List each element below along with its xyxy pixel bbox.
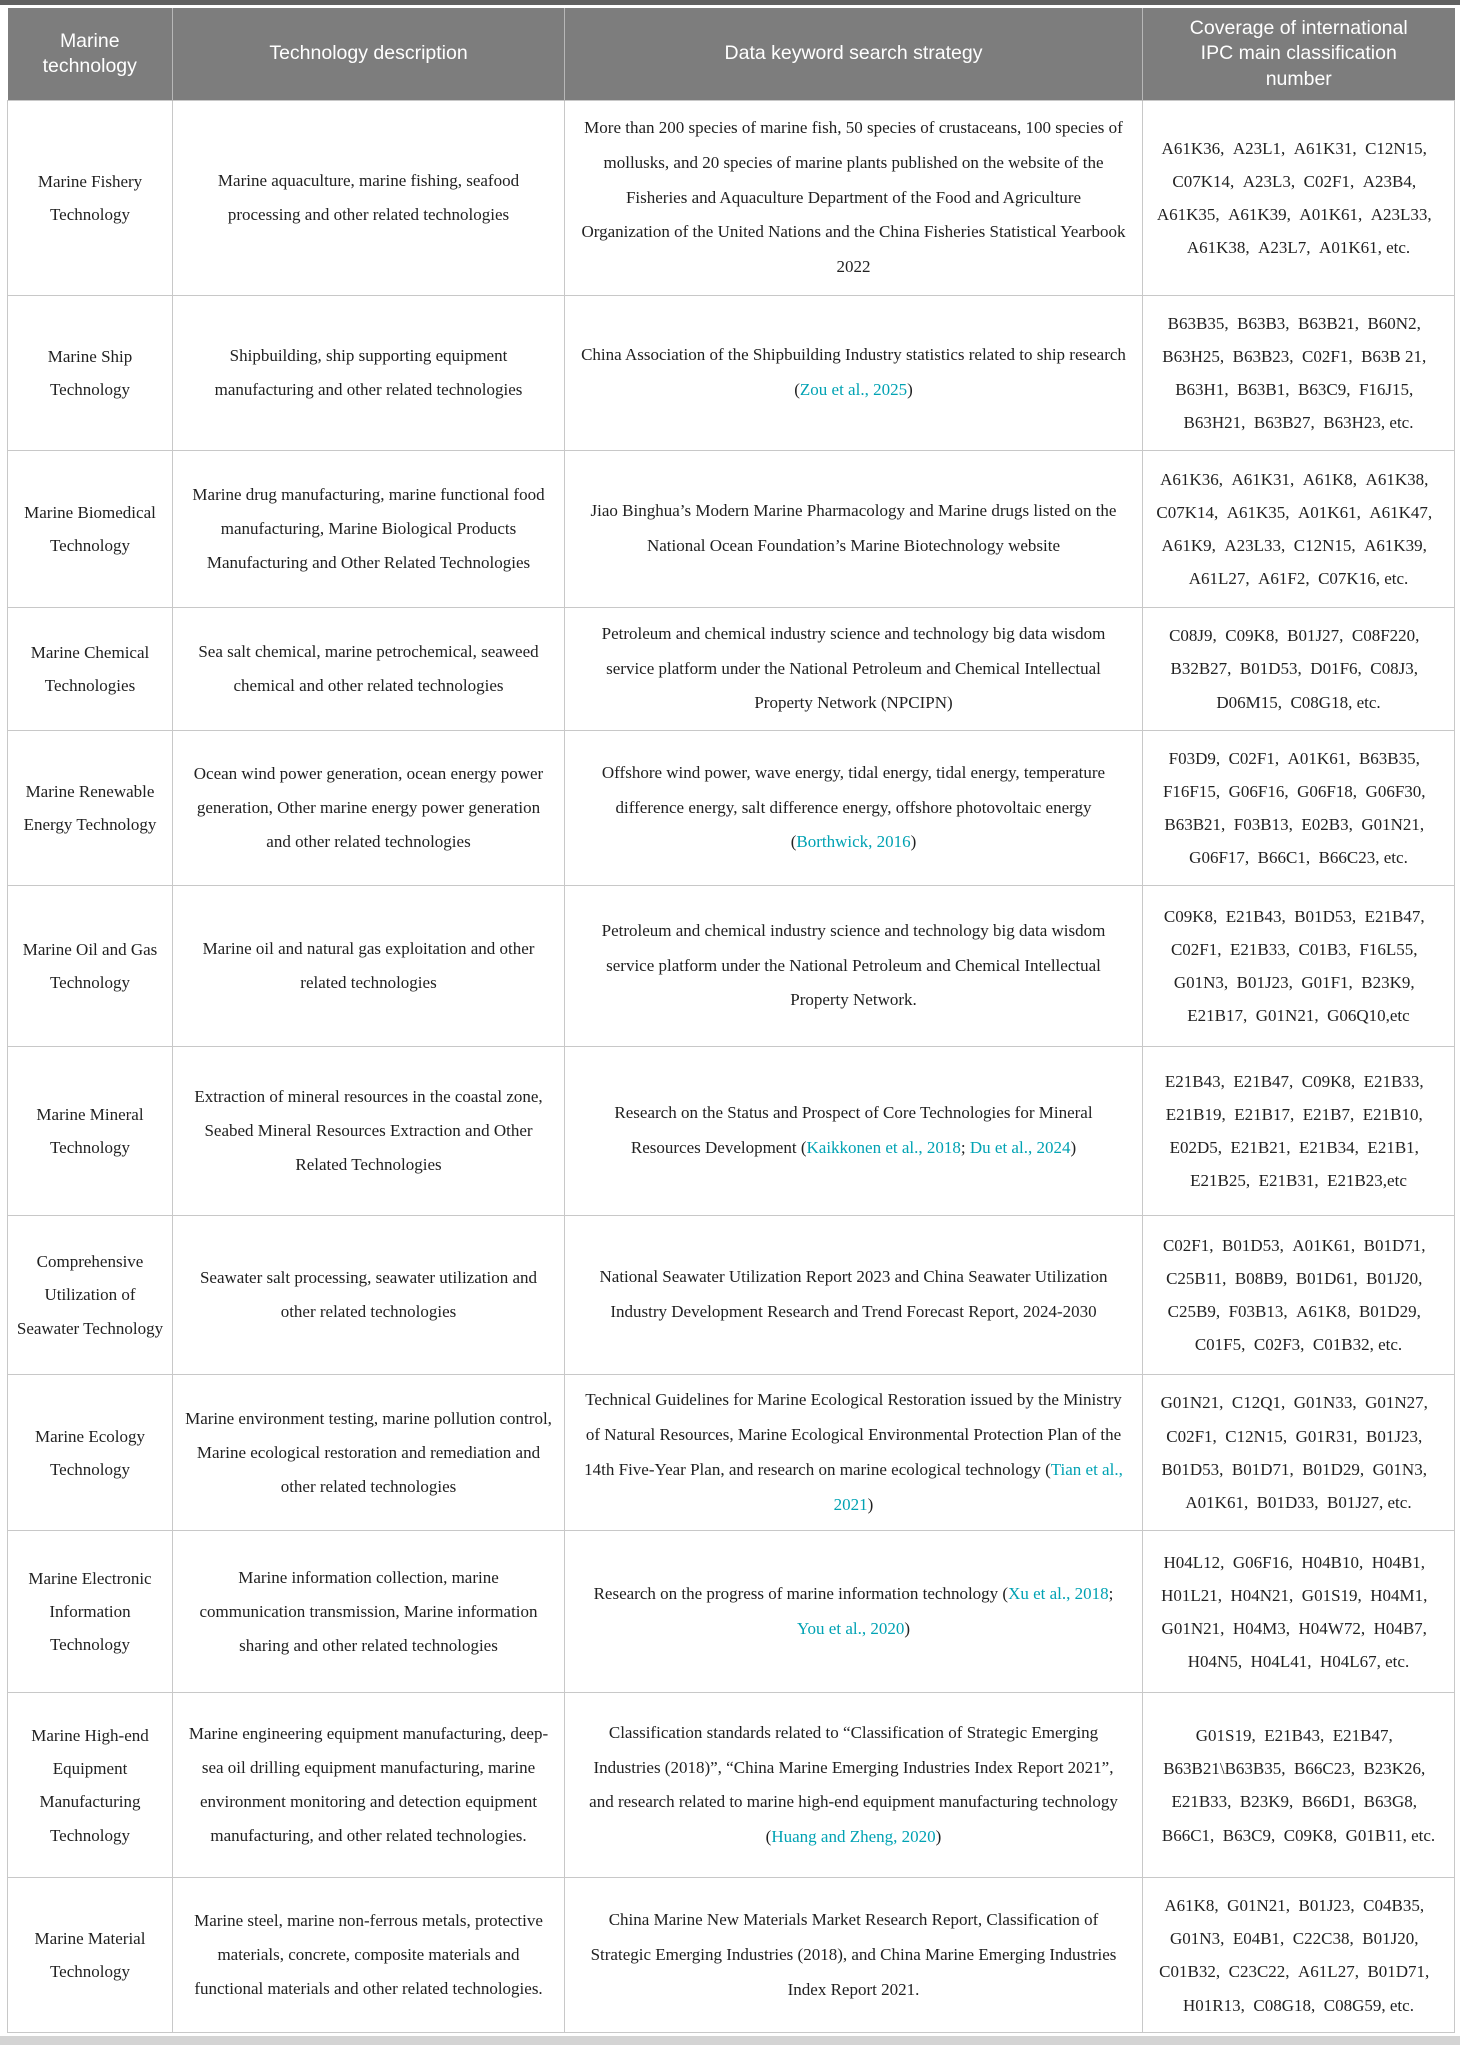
technology-name-cell: Marine Ship Technology [8,296,173,451]
strategy-text: Technical Guidelines for Marine Ecological Restoration issued by the Ministry of Natural Resources, Marine Ecological Environmental Protection Plan of the 14th Five-Year Plan, and research on marine ecological technology ( [584,1390,1122,1479]
search-strategy-cell [565,1047,1143,1216]
technology-name-cell: Marine Fishery Technology [8,101,173,296]
technology-name-cell: Comprehensive Utilization of Seawater Technology [8,1216,173,1375]
ipc-codes-cell: C02F1, B01D53, A01K61, B01D71, C25B11, B08B9, B01D61, B01J20, C25B9, F03B13, A61K8, B01D29, C01F5, C02F3, C01B32, etc. [1143,1216,1455,1375]
technology-description-cell: Marine oil and natural gas exploitation and other related technologies [173,886,565,1047]
table-row [8,886,1455,1047]
table-row [8,1375,1455,1531]
ipc-codes-cell: H04L12, G06F16, H04B10, H04B1, H01L21, H04N21, G01S19, H04M1, G01N21, H04M3, H04W72, H04B7, H04N5, H04L41, H04L67, etc. [1143,1531,1455,1693]
search-strategy-cell [565,101,1143,296]
table-row [8,731,1455,886]
search-strategy-cell [565,1878,1143,2033]
table-row [8,451,1455,608]
ipc-classification-table [7,8,1455,2033]
technology-description-cell: Ocean wind power generation, ocean energy power generation, Other marine energy power generation and other related technologies [173,731,565,886]
citation-link[interactable]: Huang and Zheng, 2020 [771,1827,936,1847]
page-top-border [0,0,1460,5]
strategy-text: Offshore wind power, wave energy, tidal energy, tidal energy, temperature difference energy, salt difference energy, offshore photovoltaic energy ( [601,762,1106,852]
technology-name-cell: Marine Renewable Energy Technology [8,731,173,886]
ipc-codes-cell: A61K8, G01N21, B01J23, C04B35, G01N3, E04B1, C22C38, B01J20, C01B32, C23C22, A61L27, B01D71, H01R13, C08G18, C08G59, etc. [1143,1878,1455,2033]
strategy-text: Petroleum and chemical industry science and technology big data wisdom service platform under the National Petroleum and Chemical Intellectual Property Network (NPCIPN) [601,623,1106,713]
strategy-text: Research on the progress of marine information technology ( [593,1584,1009,1604]
ipc-codes-cell: G01N21, C12Q1, G01N33, G01N27, C02F1, C12N15, G01R31, B01J23, B01D53, B01D71, B01D29, G01N3, A01K61, B01D33, B01J27, etc. [1143,1375,1455,1531]
strategy-text: Jiao Binghua’s Modern Marine Pharmacology and Marine drugs listed on the National Ocean Foundation’s Marine Biotechnology website [590,501,1117,555]
strategy-text: Petroleum and chemical industry science and technology big data wisdom service platform under the National Petroleum and Chemical Intellectual Property Network. [601,920,1106,1010]
ipc-codes-cell: A61K36, A23L1, A61K31, C12N15, C07K14, A23L3, C02F1, A23B4, A61K35, A61K39, A01K61, A23L33, A61K38, A23L7, A01K61, etc. [1143,101,1455,296]
search-strategy-cell [565,451,1143,608]
strategy-text: China Association of the Shipbuilding Industry statistics related to ship research ( [581,345,1126,399]
technology-name-cell: Marine Material Technology [8,1878,173,2033]
table-body [8,101,1455,2033]
header-row [8,8,1455,101]
column-header-marine-technology: Marine technology [8,8,173,101]
technology-description-cell: Extraction of mineral resources in the coastal zone, Seabed Mineral Resources Extraction and Other Related Technologies [173,1047,565,1216]
strategy-text: ) [904,1618,911,1638]
search-strategy-cell [565,296,1143,451]
column-header-technology-description: Technology description [173,8,565,101]
strategy-text: ) [867,1494,874,1514]
search-strategy-cell [565,1216,1143,1375]
citation-link[interactable]: Zou et al., 2025 [799,380,908,399]
strategy-text: Research on the Status and Prospect of Core Technologies for Mineral Resources Development ( [614,1103,1093,1157]
search-strategy-cell [565,886,1143,1047]
table-container [7,8,1460,2033]
technology-name-cell: Marine Ecology Technology [8,1375,173,1531]
citation-link[interactable]: You et al., 2020 [796,1618,905,1638]
technology-name-cell: Marine Chemical Technologies [8,608,173,731]
citation-link[interactable]: Tian et al., 2021 [833,1459,1123,1514]
table-row [8,1878,1455,2033]
strategy-text: Classification standards related to “Classification of Strategic Emerging Industries (2018)”, “China Marine Emerging Industries Index Report 2021”, and research related to marine high-end equipment manufacturing technology ( [589,1722,1118,1847]
column-header-ipc-coverage [1143,8,1455,101]
search-strategy-cell [565,608,1143,731]
technology-name-cell: Marine High-end Equipment Manufacturing Technology [8,1693,173,1878]
technology-name-cell: Marine Oil and Gas Technology [8,886,173,1047]
table-row [8,608,1455,731]
technology-description-cell: Marine environment testing, marine pollution control, Marine ecological restoration and remediation and other related technologies [173,1375,565,1531]
technology-name-cell: Marine Electronic Information Technology [8,1531,173,1693]
strategy-text: More than 200 species of marine fish, 50 species of crustaceans, 100 species of mollusks, and 20 species of marine plants published on the website of the Fisheries and Aquaculture Department of the Food and Agriculture Organization of the United Nations and the China Fisheries Statistical Yearbook 2022 [581,117,1126,277]
column-header-ipc-coverage-label: Coverage of international IPC main classification number [1189,16,1408,90]
technology-description-cell: Marine steel, marine non-ferrous metals, protective materials, concrete, composite materials and functional materials and other related technologies. [173,1878,565,2033]
ipc-codes-cell: A61K36, A61K31, A61K8, A61K38, C07K14, A61K35, A01K61, A61K47, A61K9, A23L33, C12N15, A61K39, A61L27, A61F2, C07K16, etc. [1143,451,1455,608]
citation-link[interactable]: Borthwick, 2016 [796,832,911,852]
strategy-text: ; [1108,1584,1114,1604]
ipc-codes-cell: F03D9, C02F1, A01K61, B63B35, F16F15, G06F16, G06F18, G06F30, B63B21, F03B13, E02B3, G01N21, G06F17, B66C1, B66C23, etc. [1143,731,1455,886]
ipc-codes-cell: E21B43, E21B47, C09K8, E21B33, E21B19, E21B17, E21B7, E21B10, E02D5, E21B21, E21B34, E21B1, E21B25, E21B31, E21B23,etc [1143,1047,1455,1216]
search-strategy-cell [565,1375,1143,1531]
search-strategy-cell [565,731,1143,886]
strategy-text: ) [1070,1138,1077,1157]
strategy-text: National Seawater Utilization Report 2023 and China Seawater Utilization Industry Development Research and Trend Forecast Report, 2024-2030 [599,1267,1108,1321]
search-strategy-cell [565,1693,1143,1878]
technology-description-cell: Marine information collection, marine communication transmission, Marine information sharing and other related technologies [173,1531,565,1693]
strategy-text: ; [960,1138,970,1157]
strategy-text: ) [907,380,913,399]
technology-description-cell: Marine drug manufacturing, marine functional food manufacturing, Marine Biological Products Manufacturing and Other Related Technologies [173,451,565,608]
table-header [8,8,1455,101]
citation-link[interactable]: Xu et al., 2018 [1008,1584,1109,1604]
search-strategy-cell [565,1531,1143,1693]
column-header-search-strategy: Data keyword search strategy [565,8,1143,101]
ipc-codes-cell: B63B35, B63B3, B63B21, B60N2, B63H25, B63B23, C02F1, B63B 21, B63H1, B63B1, B63C9, F16J15, B63H21, B63B27, B63H23, etc. [1143,296,1455,451]
table-row [8,1216,1455,1375]
technology-description-cell: Seawater salt processing, seawater utilization and other related technologies [173,1216,565,1375]
technology-description-cell: Marine aquaculture, marine fishing, seafood processing and other related technologies [173,101,565,296]
table-row [8,1047,1455,1216]
technology-description-cell: Shipbuilding, ship supporting equipment manufacturing and other related technologies [173,296,565,451]
technology-name-cell: Marine Mineral Technology [8,1047,173,1216]
technology-name-cell: Marine Biomedical Technology [8,451,173,608]
table-row [8,296,1455,451]
strategy-text: ) [910,832,917,852]
ipc-codes-cell: C09K8, E21B43, B01D53, E21B47, C02F1, E21B33, C01B3, F16L55, G01N3, B01J23, G01F1, B23K9, E21B17, G01N21, G06Q10,etc [1143,886,1455,1047]
page-bottom-border [0,2036,1460,2045]
citation-link[interactable]: Du et al., 2024 [969,1138,1071,1157]
ipc-codes-cell: G01S19, E21B43, E21B47, B63B21\B63B35, B66C23, B23K26, E21B33, B23K9, B66D1, B63G8, B66C1, B63C9, C09K8, G01B11, etc. [1143,1693,1455,1878]
table-row [8,1531,1455,1693]
technology-description-cell: Sea salt chemical, marine petrochemical, seaweed chemical and other related technologies [173,608,565,731]
table-row [8,101,1455,296]
strategy-text: ) [935,1827,942,1847]
citation-link[interactable]: Kaikkonen et al., 2018 [806,1138,961,1157]
ipc-codes-cell: C08J9, C09K8, B01J27, C08F220, B32B27, B01D53, D01F6, C08J3, D06M15, C08G18, etc. [1143,608,1455,731]
table-row [8,1693,1455,1878]
strategy-text: China Marine New Materials Market Research Report, Classification of Strategic Emerging Industries (2018), and China Marine Emerging Industries Index Report 2021. [590,1910,1117,1999]
technology-description-cell: Marine engineering equipment manufacturing, deep-sea oil drilling equipment manufacturing, marine environment monitoring and detection equipment manufacturing, and other related technologies. [173,1693,565,1878]
